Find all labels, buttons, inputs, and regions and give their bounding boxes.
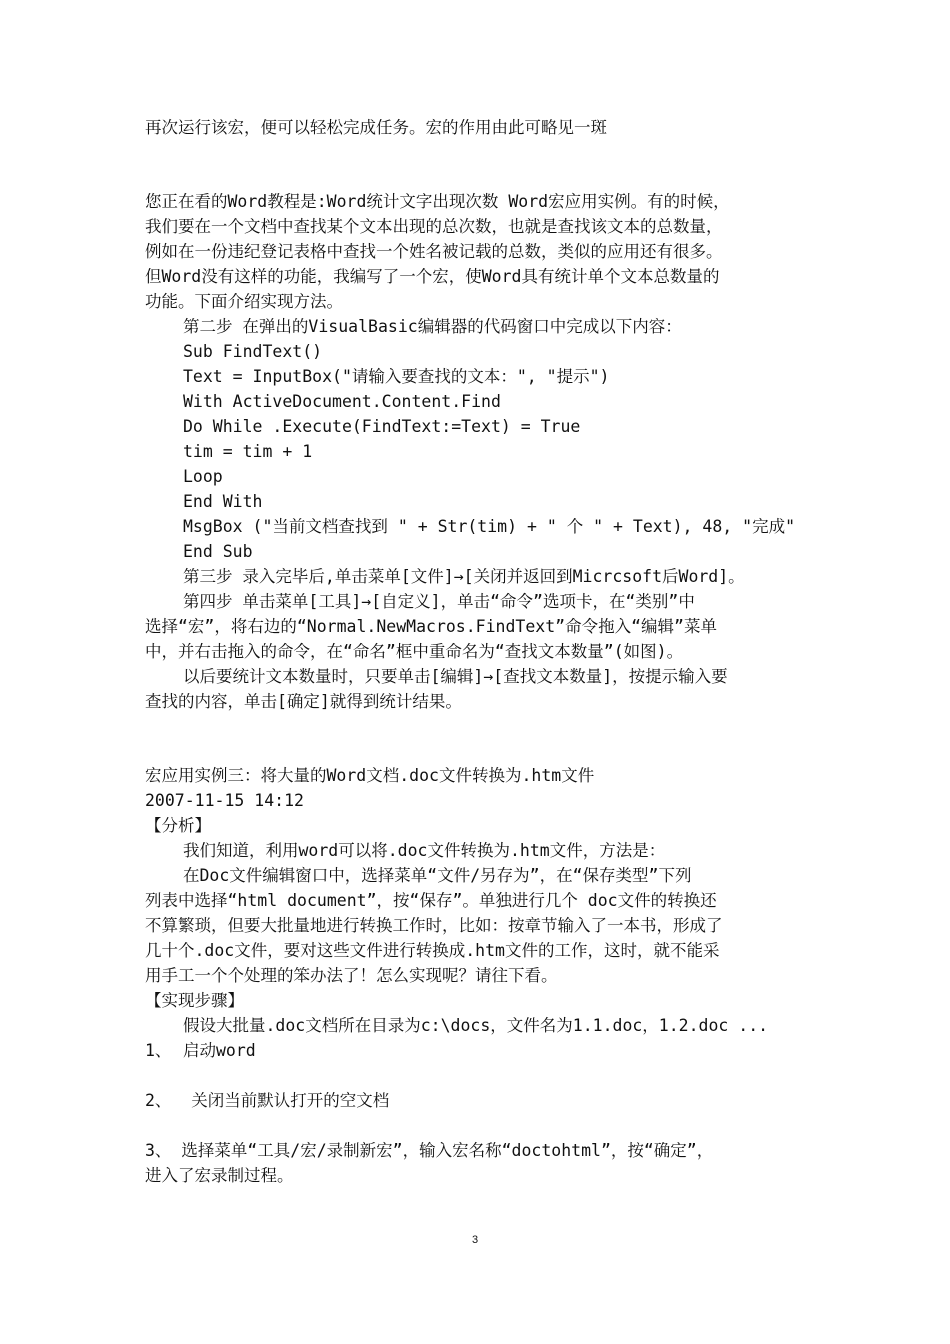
article2-date: 2007-11-15 14:12	[145, 791, 304, 810]
step3-instruction: 第三步 录入完毕后,单击菜单[文件]→[关闭并返回到Micrcsoft后Word]。	[183, 567, 745, 586]
analysis-text: 几十个.doc文件，要对这些文件进行转换成.htm文件的工作，这时，就不能采	[145, 941, 720, 960]
code-line: Loop	[183, 467, 223, 486]
article1-line: 您正在看的Word教程是:Word统计文字出现次数 Word宏应用实例。有的时候，	[145, 192, 730, 211]
page-number: 3	[471, 1234, 479, 1246]
analysis-text: 我们知道，利用word可以将.doc文件转换为.htm文件，方法是：	[183, 841, 666, 860]
assumption-text: 假设大批量.doc文档所在目录为c:\docs，文件名为1.1.doc，1.2.doc ...	[183, 1016, 769, 1035]
step4-instruction: 第四步 单击菜单[工具]→[自定义]，单击“命令”选项卡，在“类别”中	[183, 592, 695, 611]
code-line: End Sub	[183, 542, 253, 561]
code-line: Do While .Execute(FindText:=Text) = True	[183, 417, 581, 436]
code-line: With ActiveDocument.Content.Find	[183, 392, 501, 411]
article2-title: 宏应用实例三：将大量的Word文档.doc文件转换为.htm文件	[145, 766, 595, 785]
intro-paragraph: 再次运行该宏，便可以轻松完成任务。宏的作用由此可略见一斑	[145, 118, 607, 137]
code-line: tim = tim + 1	[183, 442, 313, 461]
code-line: End With	[183, 492, 263, 511]
analysis-heading: 【分析】	[145, 816, 211, 835]
step-text: 启动word	[183, 1041, 256, 1060]
steps-heading: 【实现步骤】	[145, 991, 244, 1010]
step-item: 进入了宏录制过程。	[145, 1166, 294, 1185]
step-number: 1、	[145, 1041, 172, 1060]
step-item: 3、 选择菜单“工具/宏/录制新宏”，输入宏名称“doctohtml”，按“确定”，	[145, 1141, 714, 1160]
analysis-text: 列表中选择“html document”，按“保存”。单独进行几个 doc文件的转换还	[145, 891, 717, 910]
analysis-text: 不算繁琐，但要大批量地进行转换工作时，比如：按章节输入了一本书，形成了	[145, 916, 723, 935]
after-paragraph: 查找的内容，单击[确定]就得到统计结果。	[145, 692, 462, 711]
article1-line: 我们要在一个文档中查找某个文本出现的总次数，也就是查找该文本的总数量，	[145, 217, 723, 236]
article1-line: 但Word没有这样的功能，我编写了一个宏，使Word具有统计单个文本总数量的	[145, 267, 720, 286]
code-line: MsgBox ("当前文档查找到 " + Str(tim) + " 个 " + Text), 48, "完成"	[183, 517, 796, 536]
step2-instruction: 第二步 在弹出的VisualBasic编辑器的代码窗口中完成以下内容：	[183, 317, 682, 336]
code-line: Text = InputBox("请输入要查找的文本：", "提示")	[183, 367, 610, 386]
step4-instruction: 中，并右击拖入的命令，在“命名”框中重命名为“查找文本数量”(如图)。	[145, 642, 684, 661]
step-item: 2、 关闭当前默认打开的空文档	[145, 1091, 390, 1110]
article1-line: 功能。下面介绍实现方法。	[145, 292, 343, 311]
analysis-text: 用手工一个个处理的笨办法了！怎么实现呢？请往下看。	[145, 966, 558, 985]
after-paragraph: 以后要统计文本数量时，只要单击[编辑]→[查找文本数量]，按提示输入要	[183, 667, 728, 686]
code-line: Sub FindText()	[183, 342, 323, 361]
step4-instruction: 选择“宏”，将右边的“Normal.NewMacros.FindText”命令拖入“编辑”菜单	[145, 617, 717, 636]
article1-line: 例如在一份违纪登记表格中查找一个姓名被记载的总数，类似的应用还有很多。	[145, 242, 723, 261]
analysis-text: 在Doc文件编辑窗口中，选择菜单“文件/另存为”，在“保存类型”下列	[183, 866, 692, 885]
